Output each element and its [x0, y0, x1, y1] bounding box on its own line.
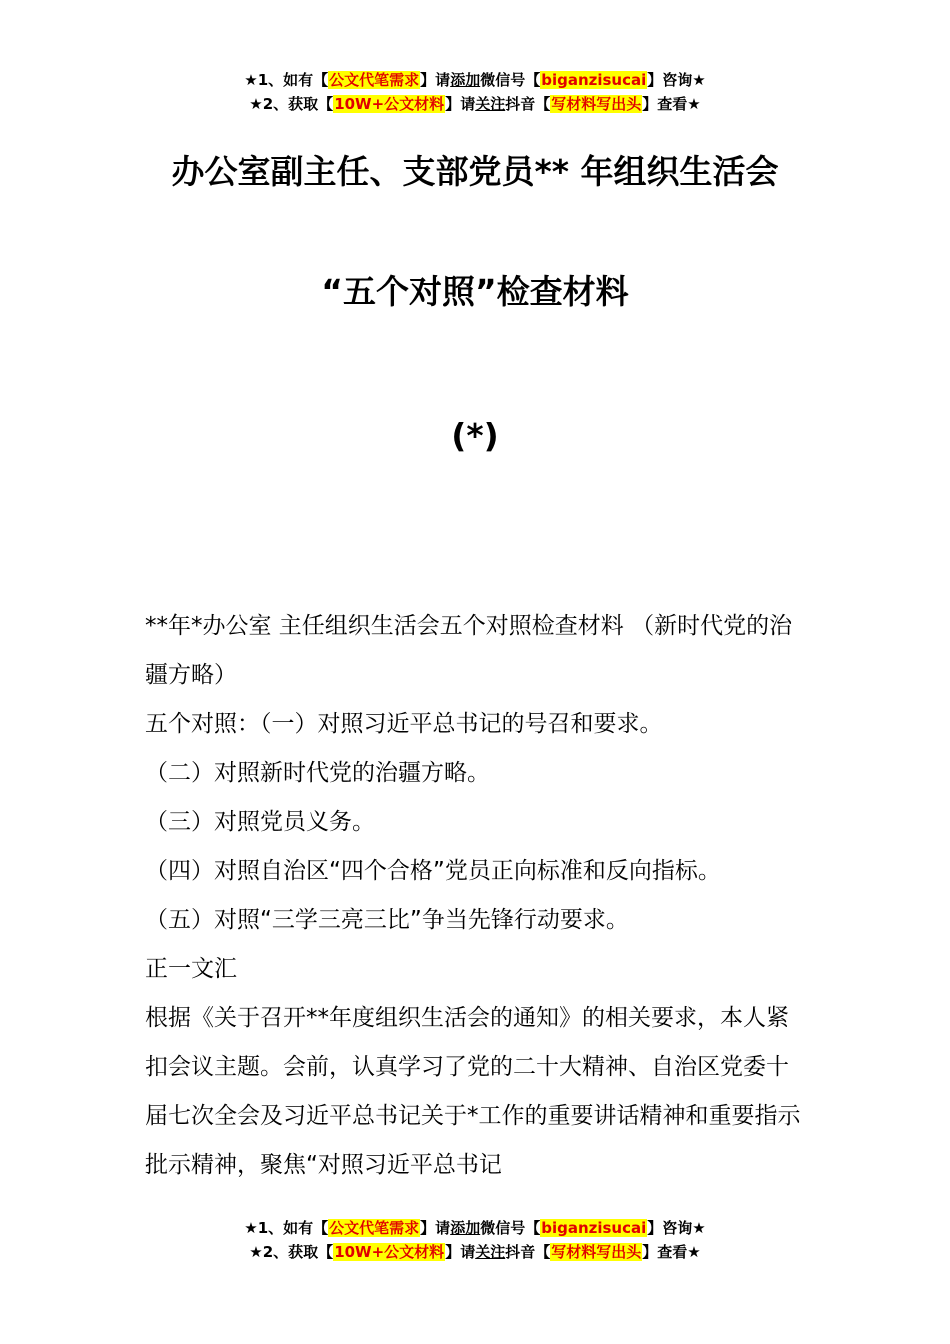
intro-paragraph: **年*办公室 主任组织生活会五个对照检查材料 （新时代党的治疆方略）: [145, 613, 793, 688]
banner-highlight: 写材料写出头: [551, 1243, 642, 1261]
list-item-5: （五）对照“三学三亮三比”争当先锋行动要求。: [145, 907, 629, 933]
banner-line-1: [0, 1216, 950, 1240]
banner-text: 】查看★: [642, 1243, 701, 1261]
banner-text: 微信号【: [480, 71, 541, 89]
banner-text: ★2、获取【: [249, 95, 334, 113]
banner-underline: 关注: [475, 95, 506, 113]
banner-text: ★2、获取【: [249, 1243, 334, 1261]
list-item-2: （二）对照新时代党的治疆方略。: [145, 760, 490, 786]
list-item-1: 五个对照：（一）对照习近平总书记的号召和要求。: [145, 711, 663, 737]
banner-highlight: 公文代笔需求: [329, 1219, 420, 1237]
body-paragraph: 根据《关于召开**年度组织生活会的通知》的相关要求，本人紧扣会议主题。会前，认真学习了党的二十大精神、自治区党委十届七次全会及习近平总书记关于*工作的重要讲话精神和重要指示批示精神，聚焦“对照习近平总书记: [145, 1005, 801, 1178]
banner-text: 】请: [420, 71, 451, 89]
banner-underline: 添加: [450, 71, 481, 89]
document-body: [145, 602, 810, 1190]
footer-banner: [0, 1216, 950, 1264]
banner-text: 抖音【: [505, 95, 551, 113]
banner-highlight: 公文代笔需求: [329, 71, 420, 89]
banner-highlight: 写材料写出头: [551, 95, 642, 113]
banner-highlight: 10W+公文材料: [334, 1243, 445, 1261]
banner-text: 抖音【: [505, 1243, 551, 1261]
banner-highlight: 10W+公文材料: [334, 95, 445, 113]
banner-text: 】查看★: [642, 95, 701, 113]
document-title-line-2: “五个对照”检查材料: [321, 272, 629, 311]
list-item-3: （三）对照党员义务。: [145, 809, 375, 835]
banner-highlight: biganzisucai: [541, 71, 647, 89]
banner-text: 】请: [445, 95, 476, 113]
banner-line-1: [0, 68, 950, 92]
document-title-line-1: 办公室副主任、支部党员** 年组织生活会: [171, 152, 779, 191]
header-banner: [0, 68, 950, 116]
banner-line-2: [0, 1240, 950, 1264]
banner-text: 】咨询★: [647, 71, 706, 89]
banner-text: 微信号【: [480, 1219, 541, 1237]
banner-underline: 关注: [475, 1243, 506, 1261]
banner-underline: 添加: [450, 1219, 481, 1237]
list-item-4: （四）对照自治区“四个合格”党员正向标准和反向指标。: [145, 858, 721, 884]
document-title-line-3: (*): [451, 416, 499, 455]
banner-text: 】咨询★: [647, 1219, 706, 1237]
banner-text: ★1、如有【: [244, 71, 329, 89]
banner-text: 】请: [420, 1219, 451, 1237]
banner-highlight: biganzisucai: [541, 1219, 647, 1237]
banner-text: 】请: [445, 1243, 476, 1261]
section-heading: 正一文汇: [145, 956, 237, 982]
banner-line-2: [0, 92, 950, 116]
banner-text: ★1、如有【: [244, 1219, 329, 1237]
